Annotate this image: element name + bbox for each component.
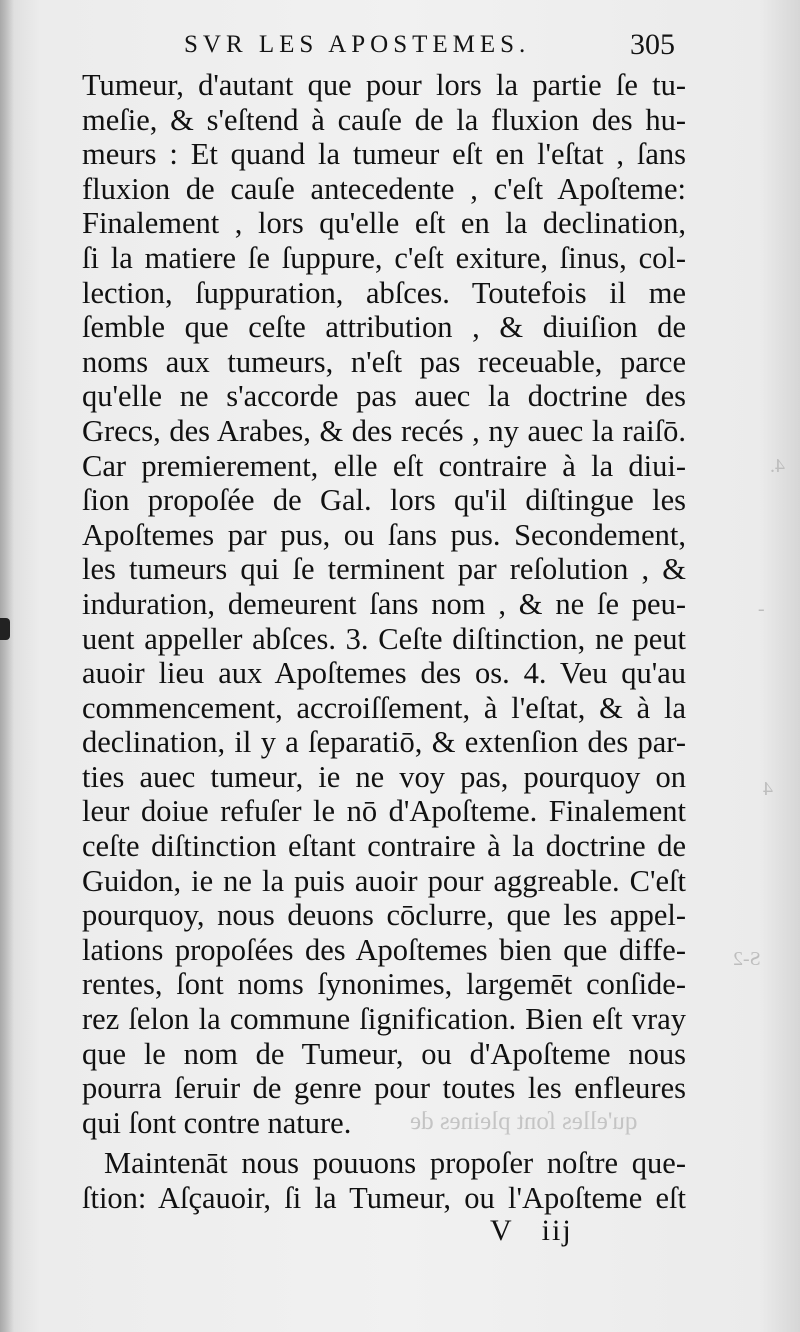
text-line: leur doiue refuſer le nō d'Apoſteme. Finalement [82, 794, 686, 829]
text-line: Guidon, ie ne la puis auoir pour aggreable. C'eſt [82, 863, 686, 898]
text-line: auoir lieu aux Apoſtemes des os. 4. Veu qu'au [82, 656, 686, 691]
text-line: ſemble que ceſte attribution , & diuiſion de [82, 310, 686, 345]
text-line: meſie, & s'eſtend à cauſe de la fluxion des hu- [82, 102, 686, 137]
text-line: ties auec tumeur, ie ne voy pas, pourquoy on [82, 759, 686, 794]
gutter-shadow [0, 0, 14, 1332]
text-line: commencement, accroiſſement, à l'eſtat, & à la [82, 690, 686, 725]
show-through-margin: - [758, 598, 765, 620]
text-line: ſi la matiere ſe ſuppure, c'eſt exiture, ſinus, col- [82, 240, 686, 275]
text-line: que le nom de Tumeur, ou d'Apoſteme nous [82, 1036, 686, 1071]
text-line: lection, ſuppuration, abſces. Toutefois il me [82, 275, 686, 310]
edge-mark [0, 618, 10, 640]
text-line: Car premierement, elle eſt contraire à la diui- [82, 448, 686, 483]
text-line: les tumeurs qui ſe terminent par reſolution , & [82, 552, 686, 587]
main-text [82, 68, 686, 1216]
text-line: rez ſelon la commune ſignification. Bien eſt vray [82, 1002, 686, 1037]
text-line: qu'elle ne s'accorde pas auec la doctrine des [82, 379, 686, 414]
text-line: rentes, ſont noms ſynonimes, largemēt conſide- [82, 967, 686, 1002]
text-line: Tumeur, d'autant que pour lors la partie ſe tu- [82, 68, 686, 102]
text-line: ceſte diſtinction eſtant contraire à la doctrine de [82, 829, 686, 864]
page-number: 305 [630, 28, 675, 61]
text-line: Apoſtemes par pus, ou ſans pus. Secondement, [82, 517, 686, 552]
signature-mark [490, 1214, 573, 1248]
show-through-margin: 4 [763, 778, 773, 800]
text-line: Finalement , lors qu'elle eſt en la declination, [82, 206, 686, 241]
running-head: SVR LES APOSTEMES. [184, 31, 531, 58]
text-line: pourquoy, nous deuons cōclurre, que les appel- [82, 898, 686, 933]
show-through-margin: 4. [770, 455, 785, 477]
text-line: ſion propoſée de Gal. lors qu'il diſtingue les [82, 483, 686, 518]
text-line: lations propoſées des Apoſtemes bien que diffe- [82, 932, 686, 967]
text-line: uent appeller abſces. 3. Ceſte diſtinction, ne peut [82, 621, 686, 656]
text-line: Maintenāt nous pouuons propoſer noſtre que- [104, 1146, 686, 1181]
signature-letter: V [490, 1214, 514, 1247]
text-line: meurs : Et quand la tumeur eſt en l'eſtat , ſans [82, 137, 686, 172]
show-through-margin: S-2 [733, 948, 761, 970]
text-line: fluxion de cauſe antecedente , c'eſt Apoſteme: [82, 171, 686, 206]
text-line: declination, il y a ſeparatiō, & extenſion des par- [82, 725, 686, 760]
text-line: noms aux tumeurs, n'eſt pas receuable, parce [82, 344, 686, 379]
text-line: pourra ſeruir de genre pour toutes les enfleures [82, 1071, 686, 1106]
text-line: ſtion: Aſçauoir, ſi la Tumeur, ou l'Apoſteme eſt [82, 1181, 686, 1215]
signature-number: iij [541, 1214, 573, 1247]
text-line: induration, demeurent ſans nom , & ne ſe peu- [82, 586, 686, 621]
text-line: qui ſont contre nature. [82, 1105, 352, 1140]
page-header [0, 30, 800, 70]
show-through-text: qu'elles ſont pleines de [410, 1108, 638, 1135]
text-line: Grecs, des Arabes, & des recés , ny auec la raiſō. [82, 413, 686, 448]
